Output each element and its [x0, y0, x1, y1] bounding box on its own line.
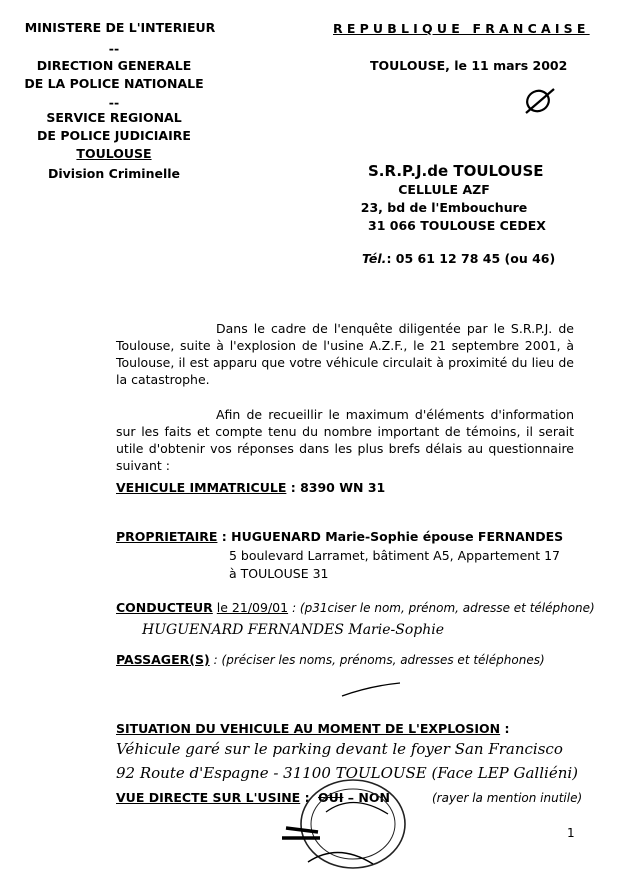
owner-address-1: 5 boulevard Larramet, bâtiment A5, Appartement 17	[229, 548, 560, 563]
owner-address-2: à TOULOUSE 31	[229, 566, 329, 581]
separator: --	[108, 95, 120, 110]
tel-value: : 05 61 12 78 45 (ou 46)	[386, 251, 556, 266]
service-line-2: DE POLICE JUDICIAIRE	[37, 128, 191, 143]
handwritten-mark-icon	[520, 85, 560, 117]
direction-line-1: DIRECTION GENERALE	[36, 58, 192, 73]
vehicle-label: VEHICULE IMMATRICULE	[116, 480, 287, 495]
owner-name: : HUGUENARD Marie-Sophie épouse FERNANDES	[217, 529, 564, 544]
passenger-hint: : (préciser les noms, prénoms, adresses et téléphones)	[213, 653, 545, 667]
strike-dash-icon	[340, 680, 402, 700]
driver-hint: : (p31ciser le nom, prénom, adresse et téléphone)	[292, 601, 595, 615]
passenger-line	[116, 652, 545, 667]
passenger-label: PASSAGER(S)	[116, 652, 210, 667]
view-hint: (rayer la mention inutile)	[432, 791, 583, 805]
view-label: VUE DIRECTE SUR L'USINE	[116, 790, 301, 805]
driver-date: le 21/09/01	[216, 600, 289, 615]
owner-label: PROPRIETAIRE	[116, 529, 218, 544]
view-option-sep: –	[347, 790, 355, 805]
date-line: TOULOUSE, le 11 mars 2002	[370, 58, 568, 73]
view-option-oui: OUI	[318, 790, 344, 805]
situation-colon: :	[500, 721, 510, 736]
service-city: TOULOUSE	[76, 146, 152, 161]
vehicle-plate: : 8390 WN 31	[286, 480, 386, 495]
view-colon: :	[300, 790, 310, 805]
street-address: 23, bd de l'Embouchure	[360, 200, 528, 215]
page-number: 1	[567, 826, 575, 840]
situation-label: SITUATION DU VEHICULE AU MOMENT DE L'EXPLOSION	[116, 721, 501, 736]
cell-name: CELLULE AZF	[398, 182, 490, 197]
service-line-1: SERVICE REGIONAL	[46, 110, 182, 125]
republic-title: REPUBLIQUE FRANCAISE	[333, 21, 590, 36]
situation-handwritten-1: Véhicule garé sur le parking devant le foyer San Francisco	[116, 740, 563, 758]
official-stamp-icon	[278, 772, 418, 872]
direction-line-2: DE LA POLICE NATIONALE	[24, 76, 204, 91]
ministry: MINISTERE DE L'INTERIEUR	[24, 20, 216, 35]
driver-line	[116, 600, 595, 615]
driver-handwritten: HUGUENARD FERNANDES Marie-Sophie	[142, 622, 444, 638]
unit-name: S.R.P.J.de TOULOUSE	[368, 162, 544, 180]
division: Division Criminelle	[47, 166, 180, 181]
paragraph-1: Dans le cadre de l'enquête diligentée par le S.R.P.J. de Toulouse, suite à l'explosion de l'usine A.Z.F., le 21 septembre 2001, à Toulouse, il est apparu que votre véhicule circulait à proximité du lieu de la catastrophe.	[116, 321, 574, 387]
situation-handwritten-2: 92 Route d'Espagne - 31100 TOULOUSE (Face LEP Galliéni)	[116, 764, 579, 782]
postcode: 31 066 TOULOUSE CEDEX	[368, 218, 546, 233]
telephone	[362, 251, 555, 266]
driver-label: CONDUCTEUR	[116, 600, 213, 615]
situation-line	[116, 721, 509, 736]
owner-line	[116, 529, 563, 544]
view-option-non: NON	[358, 790, 390, 805]
vehicle-line	[116, 480, 385, 495]
separator: --	[108, 41, 120, 56]
tel-label: Tél.	[362, 251, 387, 266]
paragraph-2: Afin de recueillir le maximum d'éléments d'information sur les faits et compte tenu du nombre important de témoins, il serait utile d'obtenir vos réponses dans les plus brefs délais au questionnaire suivant :	[116, 407, 574, 473]
